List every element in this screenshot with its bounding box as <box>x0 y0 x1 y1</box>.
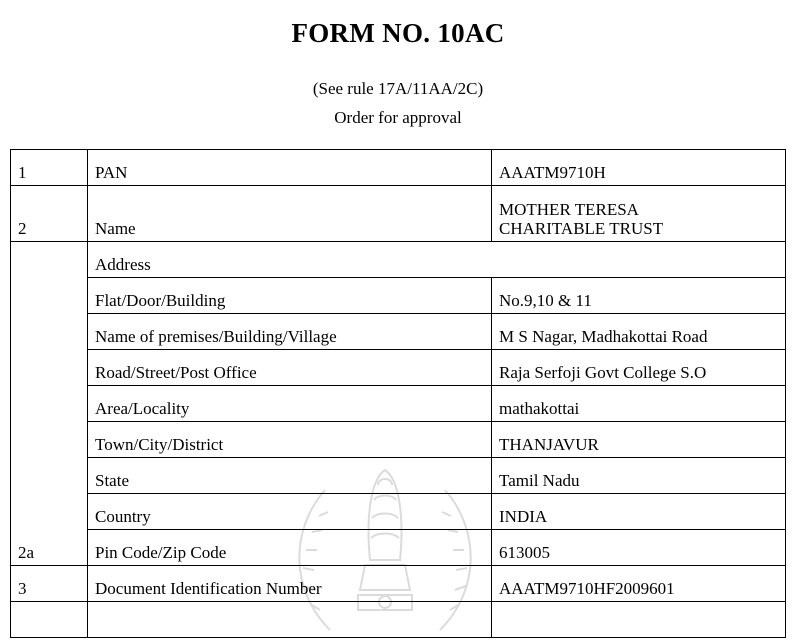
field-value-din: AAATM9710HF2009601 <box>492 566 786 602</box>
field-label-country: Country <box>88 494 492 530</box>
rule-reference: (See rule 17A/11AA/2C) <box>312 79 484 98</box>
field-label-empty <box>88 602 492 638</box>
field-value-pin: 613005 <box>492 530 786 566</box>
field-label-pin: Pin Code/Zip Code <box>88 530 492 566</box>
table-row-pan <box>11 150 786 186</box>
name-line-2: CHARITABLE TRUST <box>499 219 664 238</box>
field-label-address: Address <box>88 242 786 278</box>
field-value-pan: AAATM9710H <box>492 150 786 186</box>
name-line-1: MOTHER TERESA <box>499 200 639 219</box>
field-label-road: Road/Street/Post Office <box>88 350 492 386</box>
field-label-din: Document Identification Number <box>88 566 492 602</box>
row-number: 3 <box>11 566 88 602</box>
field-value-premises: M S Nagar, Madhakottai Road <box>492 314 786 350</box>
form-table <box>10 149 786 638</box>
row-number: 2a <box>11 242 88 566</box>
table-row-premises <box>11 314 786 350</box>
field-label-flat: Flat/Door/Building <box>88 278 492 314</box>
row-number: 1 <box>11 150 88 186</box>
field-value-town: THANJAVUR <box>492 422 786 458</box>
field-label-area: Area/Locality <box>88 386 492 422</box>
table-row-country <box>11 494 786 530</box>
field-value-road: Raja Serfoji Govt College S.O <box>492 350 786 386</box>
field-value-empty <box>492 602 786 638</box>
form-subtitle: Order for approval <box>334 108 462 127</box>
table-row-address-header <box>11 242 786 278</box>
table-row-flat <box>11 278 786 314</box>
field-value-flat: No.9,10 & 11 <box>492 278 786 314</box>
field-label-name: Name <box>88 186 492 242</box>
table-row-town <box>11 422 786 458</box>
field-label-premises: Name of premises/Building/Village <box>88 314 492 350</box>
table-row-name <box>11 186 786 242</box>
form-title: FORM NO. 10AC <box>291 18 505 48</box>
table-row-pin <box>11 530 786 566</box>
row-number-empty <box>11 602 88 638</box>
table-row-area <box>11 386 786 422</box>
row-number: 2 <box>11 186 88 242</box>
field-value-state: Tamil Nadu <box>492 458 786 494</box>
field-label-town: Town/City/District <box>88 422 492 458</box>
table-row-next <box>11 602 786 638</box>
field-value-country: INDIA <box>492 494 786 530</box>
field-label-pan: PAN <box>88 150 492 186</box>
table-row-road <box>11 350 786 386</box>
field-value-area: mathakottai <box>492 386 786 422</box>
field-value-name <box>492 186 786 242</box>
table-row-din <box>11 566 786 602</box>
field-label-state: State <box>88 458 492 494</box>
table-row-state <box>11 458 786 494</box>
